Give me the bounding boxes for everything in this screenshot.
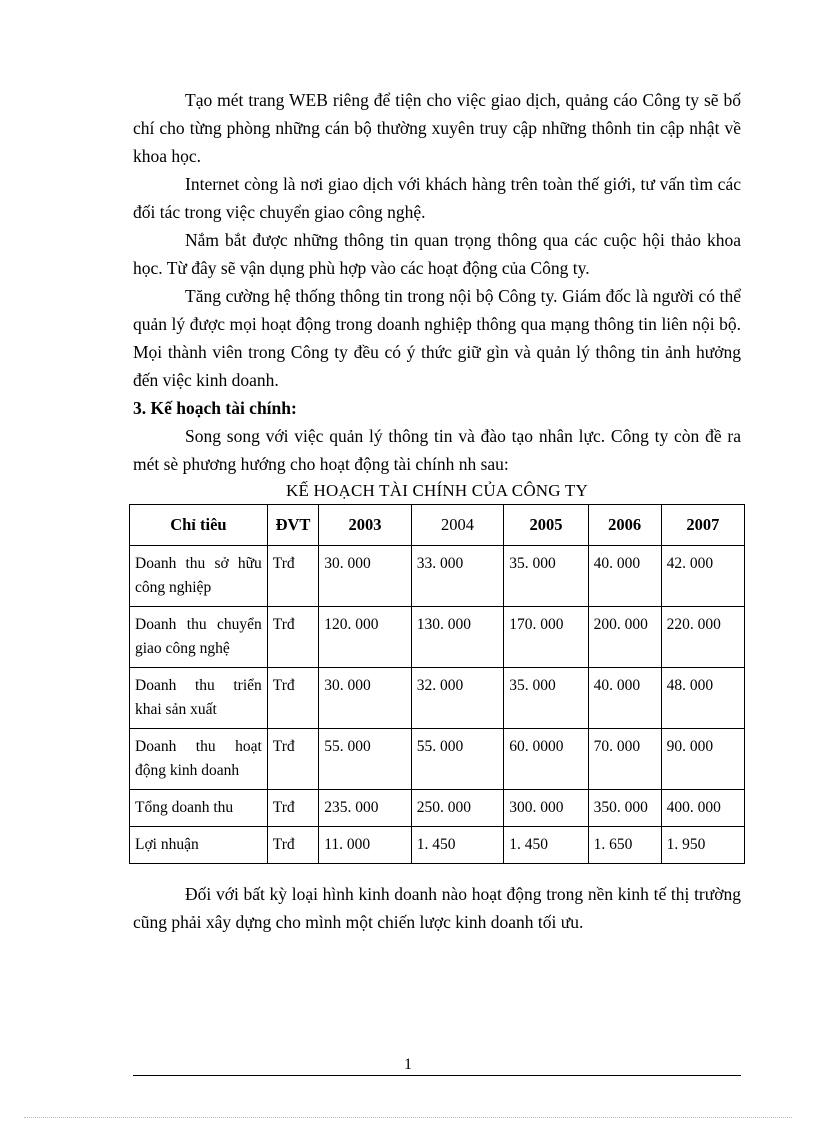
table-row [130,668,745,729]
value-cell: 70. 000 [588,729,661,790]
table-row [130,546,745,607]
page-edge-divider [24,1117,792,1118]
table-title: KẾ HOẠCH TÀI CHÍNH CỦA CÔNG TY [286,481,588,500]
value-cell: 120. 000 [319,607,412,668]
value-cell: 130. 000 [411,607,504,668]
unit-cell: Trđ [267,668,318,729]
row-label-cell: Doanh thu hoạt động kinh doanh [130,729,268,790]
paragraph-conferences: Nắm bắt được những thông tin quan trọng thông qua các cuộc hội thảo khoa học. Từ đây sẽ vận dụng phù hợp vào các hoạt động của Công ty. [133,230,741,278]
table-row [130,607,745,668]
value-cell: 40. 000 [588,546,661,607]
value-cell: 55. 000 [411,729,504,790]
header-year-2003: 2003 [319,505,412,546]
closing-paragraph: Đối với bất kỳ loại hình kinh doanh nào hoạt động trong nền kinh tế thị trường cũng phải xây dựng cho mình một chiến lược kinh doanh tối ưu. [133,884,741,932]
row-label-cell: Lợi nhuận [130,827,268,864]
value-cell: 90. 000 [661,729,744,790]
unit-cell: Trđ [267,790,318,827]
value-cell: 35. 000 [504,668,588,729]
section-intro: Song song với việc quản lý thông tin và đào tạo nhân lực. Công ty còn đề ra mét sè phương hướng cho hoạt động tài chính nh sau: [133,426,741,474]
value-cell: 32. 000 [411,668,504,729]
paragraph-web-page: Tạo mét trang WEB riêng để tiện cho việc giao dịch, quảng cáo Công ty sẽ bố chí cho từng phòng những cán bộ thường xuyên truy cập những thônh tin cập nhật về khoa học. [133,90,741,166]
footer-divider [133,1075,741,1076]
unit-cell: Trđ [267,827,318,864]
value-cell: 1. 450 [411,827,504,864]
value-cell: 11. 000 [319,827,412,864]
table-row [130,827,745,864]
value-cell: 30. 000 [319,668,412,729]
value-cell: 48. 000 [661,668,744,729]
header-year-2005: 2005 [504,505,588,546]
row-label-cell: Doanh thu sở hữu công nghiệp [130,546,268,607]
value-cell: 1. 450 [504,827,588,864]
value-cell: 30. 000 [319,546,412,607]
value-cell: 235. 000 [319,790,412,827]
value-cell: 200. 000 [588,607,661,668]
value-cell: 400. 000 [661,790,744,827]
unit-cell: Trđ [267,546,318,607]
value-cell: 250. 000 [411,790,504,827]
table-body [130,546,745,864]
row-label-cell: Doanh thu chuyển giao công nghệ [130,607,268,668]
header-indicator: Chỉ tiêu [130,505,268,546]
row-label-cell: Tổng doanh thu [130,790,268,827]
page-number: 1 [404,1056,412,1073]
table-row [130,790,745,827]
table-row [130,729,745,790]
paragraph-internal-info: Tăng cường hệ thống thông tin trong nội bộ Công ty. Giám đốc là người có thể quản lý được mọi hoạt động trong doanh nghiệp thông qua mạng thông tin liên nội bộ. Mọi thành viên trong Công ty đều có ý thức giữ gìn và quản lý thông tin ảnh hưởng đến việc kinh doanh. [133,286,741,390]
value-cell: 220. 000 [661,607,744,668]
value-cell: 55. 000 [319,729,412,790]
value-cell: 42. 000 [661,546,744,607]
value-cell: 350. 000 [588,790,661,827]
section-heading: 3. Kế hoạch tài chính: [133,398,297,418]
header-year-2006: 2006 [588,505,661,546]
row-label-cell: Doanh thu triển khai sản xuất [130,668,268,729]
value-cell: 170. 000 [504,607,588,668]
value-cell: 1. 950 [661,827,744,864]
header-year-2007: 2007 [661,505,744,546]
value-cell: 35. 000 [504,546,588,607]
unit-cell: Trđ [267,607,318,668]
header-year-2004: 2004 [411,505,504,546]
value-cell: 60. 0000 [504,729,588,790]
financial-plan-table [129,504,745,864]
table-header-row [130,505,745,546]
paragraph-internet: Internet còng là nơi giao dịch với khách hàng trên toàn thế giới, tư vấn tìm các đối tác trong việc chuyển giao công nghệ. [133,174,741,222]
header-unit: ĐVT [267,505,318,546]
value-cell: 33. 000 [411,546,504,607]
value-cell: 1. 650 [588,827,661,864]
unit-cell: Trđ [267,729,318,790]
value-cell: 40. 000 [588,668,661,729]
page-content [133,86,741,936]
value-cell: 300. 000 [504,790,588,827]
